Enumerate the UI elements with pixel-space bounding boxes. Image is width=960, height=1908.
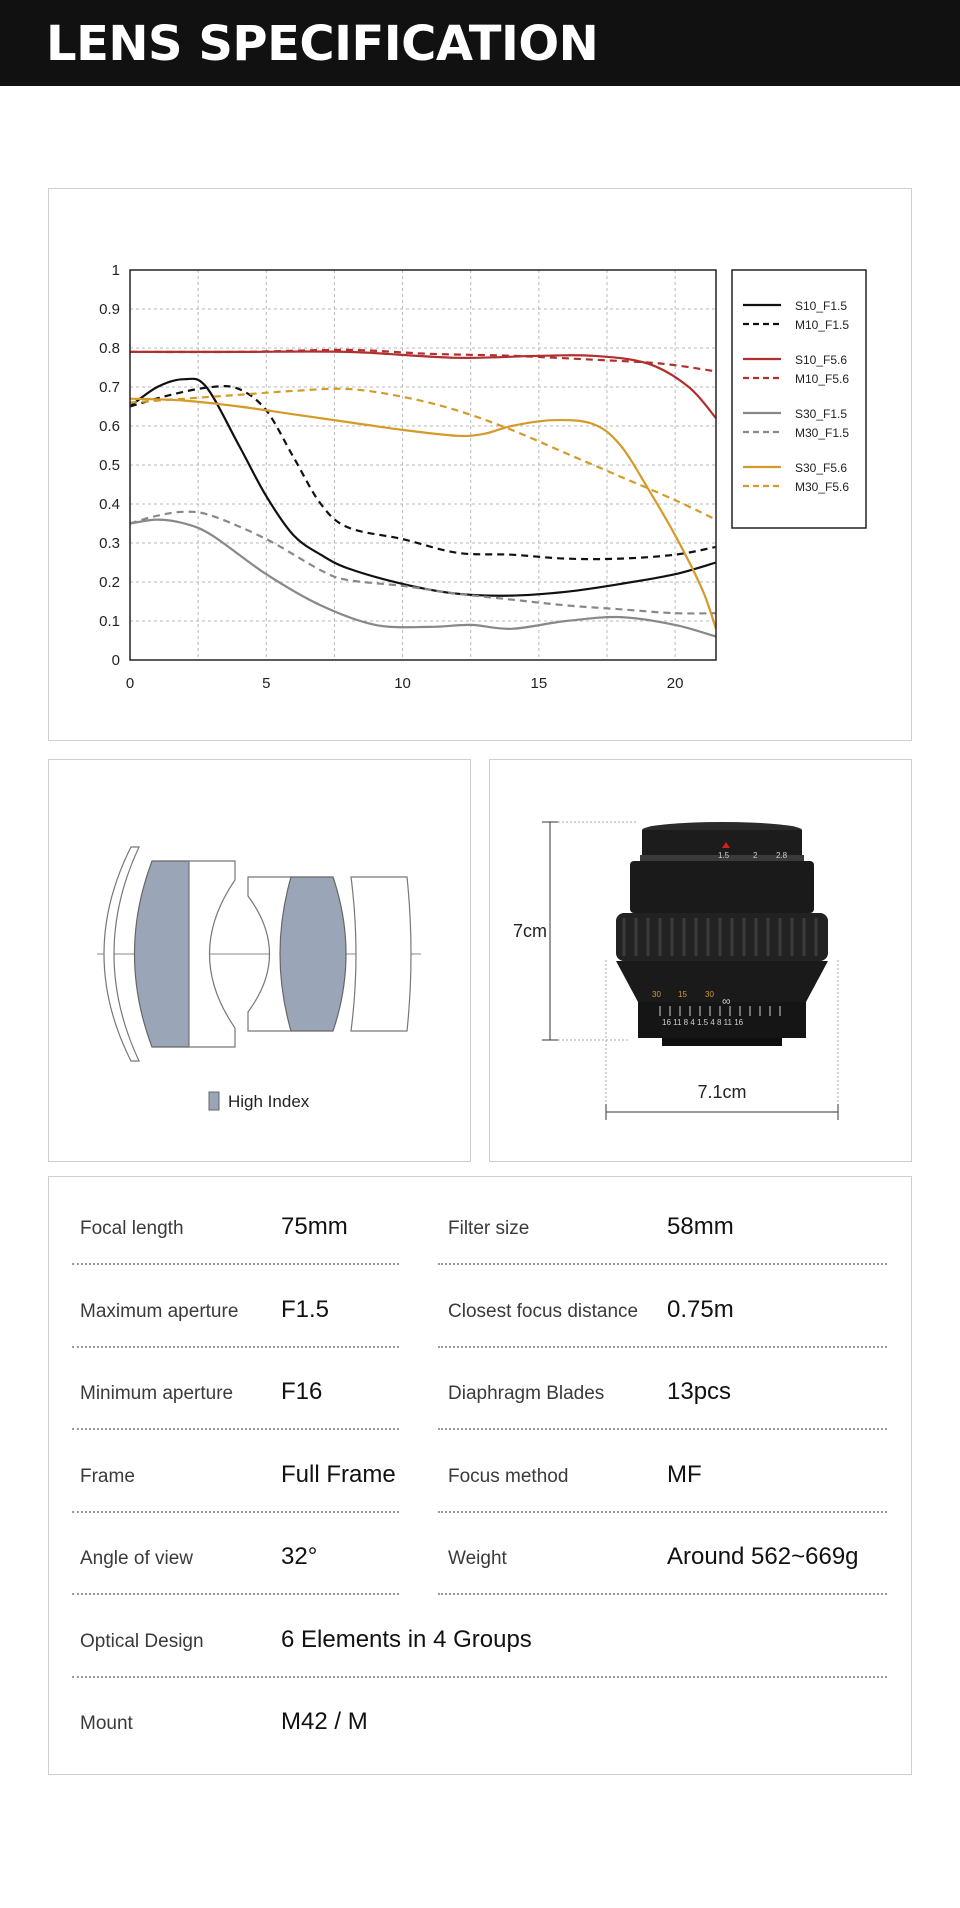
spec-row xyxy=(49,1678,911,1760)
svg-text:16 11 8 4 1.5 4 8 11 16: 16 11 8 4 1.5 4 8 11 16 xyxy=(662,1018,744,1027)
height-label: 7cm xyxy=(512,921,548,941)
spec-value: F1.5 xyxy=(281,1295,330,1323)
svg-text:∞: ∞ xyxy=(722,994,731,1008)
y-tick-label: 0.4 xyxy=(99,496,120,513)
legend-label: S30_F5.6 xyxy=(795,461,848,475)
spec-label: Maximum aperture xyxy=(80,1300,239,1322)
spec-label: Diaphragm Blades xyxy=(448,1383,605,1404)
spec-value: 6 Elements in 4 Groups xyxy=(281,1625,532,1653)
spec-label: Closest focus distance xyxy=(448,1300,639,1322)
svg-text:30: 30 xyxy=(652,990,661,999)
lens-photo xyxy=(616,822,828,1046)
lens-mount xyxy=(662,1038,782,1046)
spec-value: Full Frame xyxy=(281,1460,396,1488)
legend-label: S10_F5.6 xyxy=(795,353,848,367)
high-index-swatch xyxy=(209,1092,219,1110)
y-tick-label: 0.6 xyxy=(99,418,120,435)
series-line-s30-f1-5 xyxy=(130,520,716,637)
mtf-chart xyxy=(49,189,911,740)
page-header xyxy=(0,0,960,86)
series-line-m30-f1-5 xyxy=(130,512,716,614)
spec-value: MF xyxy=(667,1460,702,1488)
spec-value: 13pcs xyxy=(667,1378,732,1405)
spec-row xyxy=(49,1513,911,1595)
svg-text:2: 2 xyxy=(753,851,758,860)
lens-element-5-high-index xyxy=(280,877,346,1031)
svg-text:30: 30 xyxy=(705,990,714,999)
spec-label: Optical Design xyxy=(80,1630,204,1652)
x-tick-label: 5 xyxy=(262,675,271,692)
optical-diagram xyxy=(49,760,470,1161)
spec-value: 0.75m xyxy=(667,1295,734,1323)
spec-value: 75mm xyxy=(281,1213,348,1240)
spec-row xyxy=(49,1266,911,1348)
spec-table xyxy=(48,1176,912,1775)
spec-row xyxy=(49,1596,911,1678)
series-line-s10-f1-5 xyxy=(130,379,716,596)
y-tick-label: 0.7 xyxy=(99,379,120,396)
legend-label: M10_F5.6 xyxy=(795,372,850,386)
spec-label: Mount xyxy=(80,1713,133,1734)
optical-diagram-panel xyxy=(48,759,471,1162)
y-tick-label: 0.2 xyxy=(99,574,120,591)
legend-label: S10_F1.5 xyxy=(795,299,848,313)
series-line-m10-f1-5 xyxy=(130,386,716,559)
svg-text:2.8: 2.8 xyxy=(776,851,788,860)
svg-text:15: 15 xyxy=(678,990,687,999)
spec-value: Around 562~669g xyxy=(667,1543,859,1570)
lens-element-2-high-index xyxy=(135,861,190,1047)
lens-element-6 xyxy=(351,877,411,1031)
y-tick-label: 1 xyxy=(111,262,120,279)
width-label: 7.1cm xyxy=(697,1082,747,1102)
spec-row xyxy=(49,1431,911,1513)
spec-label: Frame xyxy=(80,1465,135,1487)
x-tick-label: 10 xyxy=(394,675,411,692)
spec-value: F16 xyxy=(281,1378,323,1405)
spec-row xyxy=(49,1348,911,1430)
spec-label: Minimum aperture xyxy=(80,1383,234,1404)
svg-text:1.5: 1.5 xyxy=(718,851,730,860)
x-tick-label: 0 xyxy=(125,675,135,692)
spec-label: Focus method xyxy=(448,1465,569,1487)
y-tick-label: 0.8 xyxy=(99,340,120,357)
spec-label: Angle of view xyxy=(80,1548,194,1569)
spec-value: 58mm xyxy=(667,1213,734,1240)
x-tick-label: 20 xyxy=(666,675,684,692)
y-tick-label: 0.5 xyxy=(99,457,120,474)
y-tick-label: 0 xyxy=(111,652,120,669)
y-tick-label: 0.1 xyxy=(99,613,120,630)
y-tick-label: 0.9 xyxy=(99,301,120,318)
spec-value: 32° xyxy=(281,1543,318,1570)
y-tick-label: 0.3 xyxy=(99,535,120,552)
spec-label: Weight xyxy=(448,1548,507,1569)
x-tick-label: 15 xyxy=(530,675,548,692)
series-line-s30-f5-6 xyxy=(130,399,716,629)
legend-label: M10_F1.5 xyxy=(795,318,850,332)
high-index-label: High Index xyxy=(228,1092,310,1111)
spec-label: Focal length xyxy=(80,1218,184,1239)
legend-label: M30_F5.6 xyxy=(795,480,850,494)
lens-mid-barrel xyxy=(630,861,814,913)
spec-label: Filter size xyxy=(448,1218,530,1239)
spec-value: M42 / M xyxy=(281,1708,368,1735)
mtf-chart-panel xyxy=(48,188,912,741)
legend-label: S30_F1.5 xyxy=(795,407,848,421)
dimensions-drawing xyxy=(490,760,911,1161)
spec-row xyxy=(49,1183,911,1265)
dimensions-panel xyxy=(489,759,912,1162)
legend-label: M30_F1.5 xyxy=(795,426,850,440)
chart-legend xyxy=(732,270,866,528)
series-line-m10-f5-6 xyxy=(130,350,716,372)
page-title: LENS SPECIFICATION xyxy=(46,16,599,72)
